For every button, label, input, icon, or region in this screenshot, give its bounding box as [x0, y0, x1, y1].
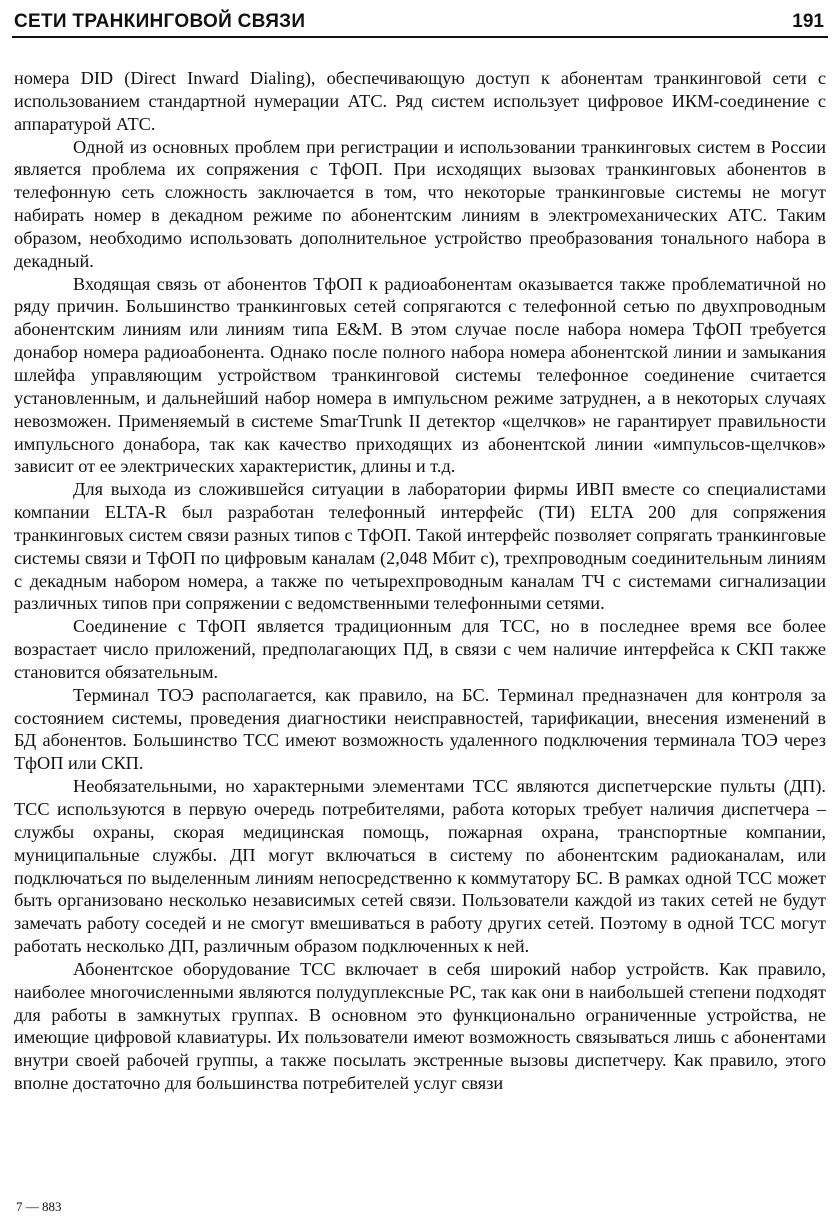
paragraph: Одной из основных проблем при регистрации и использовании транкинговых систем в России является проблема их сопряжения с ТфОП. При исходящих вызовах транкинговых абонентов в телефонную сеть сложность заключается в том, что некоторые транкинговые системы не могут набирать номер в декадном режиме по абонентским линиям в электромеханических АТС. Таким образом, необходимо использовать дополнительное устройство преобразования тонального набора в декадный.: [14, 136, 826, 271]
paragraph: Терминал ТОЭ располагается, как правило, на БС. Терминал предназначен для контроля за состоянием системы, проведения диагностики неисправностей, тарификации, внесения изменений в БД абонентов. Большинство ТСС имеют возможность удаленного подключения терминала ТОЭ через ТфОП или СКП.: [14, 684, 826, 774]
paragraph: Входящая связь от абонентов ТфОП к радиоабонентам оказывается также проблематичной но ряду причин. Большинство транкинговых сетей сопрягаются с телефонной сетью по двухпроводным абонентским линиям или линиям типа E&M. В этом случае после набора номера ТфОП требуется донабор номера радиоабонента. Однако после полного набора номера абонентской линии и замыкания шлейфа управляющим устройством транкинговой системы телефонное соединение считается установленным, и дальнейший набор номера в импульсном режиме затруднен, а в некоторых случаях невозможен. Применяемый в системе SmarTrunk II детектор «щелчков» не гарантирует правильности импульсного донабора, так как качество приходящих из абонентской линии «импульсов-щелчков» зависит от ее электрических характеристик, длины и т.д.: [14, 273, 826, 477]
page-header: [12, 6, 828, 38]
paragraph-continuation: номера DID (Direct Inward Dialing), обеспечивающую доступ к абонентам транкинговой сети с использованием стандартной нумерации АТС. Ряд систем использует цифровое ИКМ-соединение с аппаратурой АТС.: [14, 68, 826, 134]
paragraph: Необязательными, но характерными элементами ТСС являются диспетчерские пульты (ДП). ТСС используются в первую очередь потребителями, работа которых требует наличия диспетчера – службы охраны, скорая медицинская помощь, пожарная охрана, транспортные компании, муниципальные службы. ДП могут включаться в систему по абонентским радиоканалам, или подключаться по выделенным линиям непосредственно к коммутатору БС. В рамках одной ТСС может быть организовано несколько независимых сетей связи. Пользователи каждой из таких сетей не будут замечать работу соседей и не смогут вмешиваться в работу других сетей. Поэтому в одной ТСС могут работать несколько ДП, различным образом подключенных к ней.: [14, 776, 826, 957]
paragraph: Для выхода из сложившейся ситуации в лаборатории фирмы ИВП вместе со специалистами компании ELTA-R был разработан телефонный интерфейс (ТИ) ELTA 200 для сопряжения транкинговых систем связи разных типов с ТфОП. Такой интерфейс позволяет сопрягать транкинговые системы связи и ТфОП по цифровым каналам (2,048 Мбит с), трехпроводным соединительным линиям с декадным набором номера, а также по четырехпроводным каналам ТЧ с системами сигнализации различных типов при сопряжении с ведомственными телефонными сетями.: [14, 479, 826, 614]
paragraph: Абонентское оборудование ТСС включает в себя широкий набор устройств. Как правило, наиболее многочисленными являются полудуплексные РС, так как они в наибольшей степени подходят для работы в замкнутых группах. В основном это функционально ограниченные устройства, не имеющие цифровой клавиатуры. Их пользователи имеют возможность связываться лишь с абонентами внутри своей рабочей группы, а также посылать экстренные вызовы диспетчеру. Как правило, этого вполне достаточно для большинства потребителей услуг связи: [14, 958, 826, 1094]
page-number: 191: [792, 11, 824, 32]
running-title: СЕТИ ТРАНКИНГОВОЙ СВЯЗИ: [14, 11, 306, 32]
paragraph: Соединение с ТфОП является традиционным для ТСС, но в последнее время все более возрастает число приложений, предполагающих ПД, в связи с чем наличие интерфейса к СКП также становится обязательным.: [14, 616, 826, 682]
signature-mark: 7 — 883: [16, 1199, 62, 1214]
body-text: [14, 67, 826, 1095]
